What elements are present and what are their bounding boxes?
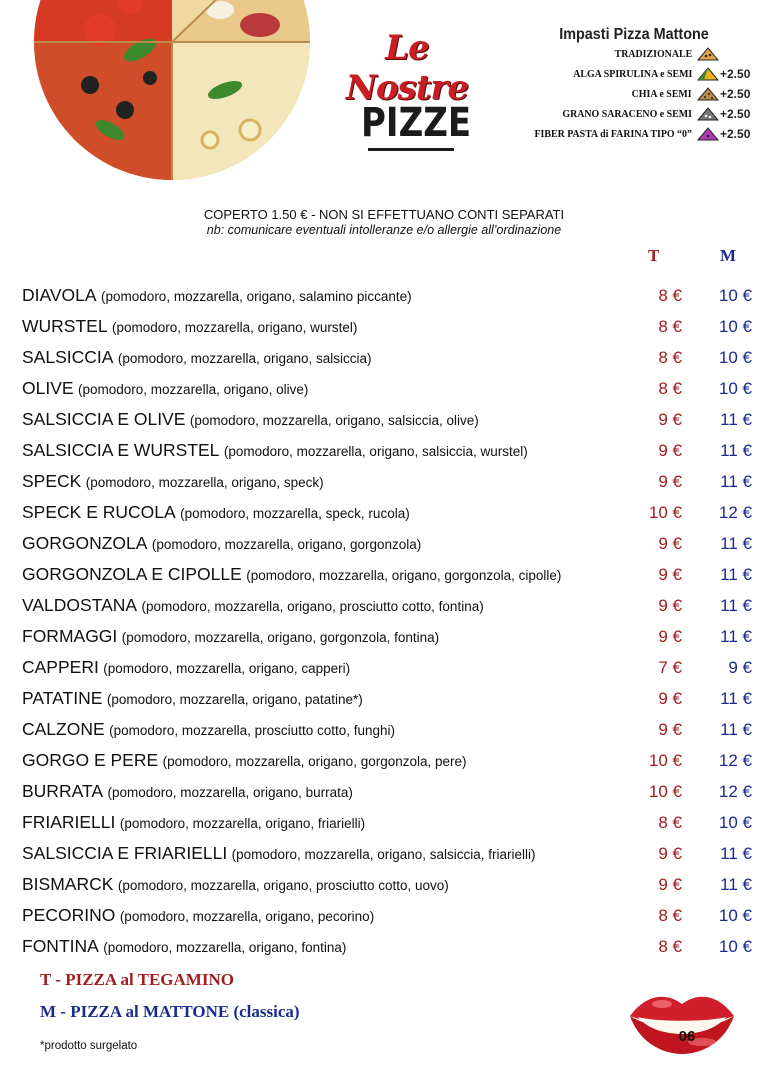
price-mattone: 11 € bbox=[720, 626, 752, 646]
price-tegamino: 10 € bbox=[648, 502, 682, 522]
menu-row bbox=[22, 590, 752, 621]
pizza-name: CAPPERI bbox=[22, 657, 99, 677]
pizza-slice-green-icon bbox=[696, 67, 720, 81]
price-tegamino: 8 € bbox=[658, 936, 682, 956]
pizza-slice-purple-icon bbox=[696, 127, 720, 141]
pizza-ingredients: (pomodoro, mozzarella, origano, salsiccia, friarielli) bbox=[231, 847, 536, 862]
pizza-name: VALDOSTANA bbox=[22, 595, 138, 615]
price-mattone: 11 € bbox=[720, 409, 752, 429]
price-tegamino: 10 € bbox=[648, 750, 682, 770]
price-mattone: 12 € bbox=[718, 750, 752, 770]
price-mattone: 9 € bbox=[728, 657, 752, 677]
impasto-row bbox=[484, 84, 754, 104]
pizza-ingredients: (pomodoro, mozzarella, origano, prosciutto cotto, fontina) bbox=[141, 599, 484, 614]
menu-row bbox=[22, 621, 752, 652]
pizza-slice-seeds-icon bbox=[696, 87, 720, 101]
price-tegamino: 7 € bbox=[658, 657, 682, 677]
impasto-name: ALGA SPIRULINA e SEMI bbox=[572, 68, 692, 80]
impasto-row bbox=[484, 44, 754, 64]
pizza-slice-plain-icon bbox=[696, 47, 720, 61]
impasto-name: TRADIZIONALE bbox=[614, 48, 692, 60]
pizza-name: FORMAGGI bbox=[22, 626, 118, 646]
price-mattone: 10 € bbox=[718, 905, 752, 925]
menu-row bbox=[22, 776, 752, 807]
price-tegamino: 8 € bbox=[658, 812, 682, 832]
price-mattone: 10 € bbox=[718, 378, 752, 398]
pizza-ingredients: (pomodoro, mozzarella, origano, prosciutto cotto, uovo) bbox=[117, 878, 449, 893]
pizza-ingredients: (pomodoro, mozzarella, origano, salsiccia, olive) bbox=[189, 413, 479, 428]
legend-mattone: M - PIZZA al MATTONE (classica) bbox=[40, 1002, 300, 1021]
pizza-name: FRIARIELLI bbox=[22, 812, 116, 832]
menu-row bbox=[22, 931, 752, 962]
footnote: *prodotto surgelato bbox=[40, 1040, 138, 1052]
impasto-name: GRANO SARACENO e SEMI bbox=[562, 108, 692, 120]
pizza-name: DIAVOLA bbox=[22, 285, 97, 305]
price-mattone: 10 € bbox=[718, 812, 752, 832]
price-tegamino: 9 € bbox=[658, 440, 682, 460]
column-header-t: T bbox=[648, 246, 660, 265]
pizza-ingredients: (pomodoro, mozzarella, origano, salsiccia) bbox=[117, 351, 372, 366]
price-tegamino: 9 € bbox=[658, 843, 682, 863]
pizza-ingredients: (pomodoro, mozzarella, origano, pecorino) bbox=[119, 909, 375, 924]
price-tegamino: 10 € bbox=[648, 781, 682, 801]
coperto-text: COPERTO 1.50 € - NON SI EFFETTUANO CONTI SEPARATI bbox=[203, 207, 565, 222]
price-tegamino: 9 € bbox=[658, 874, 682, 894]
pizza-ingredients: (pomodoro, mozzarella, origano, capperi) bbox=[103, 661, 351, 676]
price-tegamino: 9 € bbox=[658, 564, 682, 584]
price-mattone: 10 € bbox=[718, 347, 752, 367]
menu-row bbox=[22, 900, 752, 931]
pizza-ingredients: (pomodoro, mozzarella, origano, olive) bbox=[78, 382, 309, 397]
pizza-ingredients: (pomodoro, mozzarella, origano, friarielli) bbox=[119, 816, 366, 831]
pizza-name: SALSICCIA E WURSTEL bbox=[22, 440, 220, 460]
menu-row bbox=[22, 528, 752, 559]
info-section bbox=[0, 207, 768, 237]
title-pizze: PIZZE bbox=[361, 100, 472, 146]
pizza-ingredients: (pomodoro, mozzarella, origano, salsiccia, wurstel) bbox=[223, 444, 528, 459]
legend bbox=[40, 970, 300, 1022]
price-mattone: 12 € bbox=[718, 781, 752, 801]
impasto-price: +2.50 bbox=[720, 67, 751, 81]
impasti-title: Impasti Pizza Mattone bbox=[559, 26, 709, 43]
price-tegamino: 9 € bbox=[658, 533, 682, 553]
menu-row bbox=[22, 373, 752, 404]
pizza-ingredients: (pomodoro, mozzarella, origano, gorgonzola, cipolle) bbox=[246, 568, 562, 583]
price-tegamino: 9 € bbox=[658, 595, 682, 615]
pizza-name: SALSICCIA E OLIVE bbox=[22, 409, 186, 429]
column-header-m: M bbox=[720, 246, 737, 265]
price-tegamino: 8 € bbox=[658, 905, 682, 925]
price-tegamino: 9 € bbox=[658, 626, 682, 646]
menu-row bbox=[22, 342, 752, 373]
pizza-ingredients: (pomodoro, mozzarella, origano, patatine*) bbox=[106, 692, 363, 707]
menu-row bbox=[22, 838, 752, 869]
price-tegamino: 9 € bbox=[658, 409, 682, 429]
menu-row bbox=[22, 435, 752, 466]
pizza-name: BURRATA bbox=[22, 781, 104, 801]
price-mattone: 11 € bbox=[720, 471, 752, 491]
impasto-name: FIBER PASTA di FARINA TIPO “0” bbox=[534, 128, 692, 140]
impasto-name: CHIA e SEMI bbox=[632, 88, 692, 100]
menu-row bbox=[22, 869, 752, 900]
price-mattone: 11 € bbox=[720, 564, 752, 584]
menu-row bbox=[22, 714, 752, 745]
price-mattone: 11 € bbox=[720, 533, 752, 553]
pizza-ingredients: (pomodoro, mozzarella, origano, salamino piccante) bbox=[101, 289, 412, 304]
allergy-note: nb: comunicare eventuali intolleranze e/o allergie all’ordinazione bbox=[206, 223, 562, 237]
pizza-name: PATATINE bbox=[22, 688, 103, 708]
pizza-ingredients: (pomodoro, mozzarella, prosciutto cotto, funghi) bbox=[109, 723, 395, 738]
pizza-name: GORGONZOLA bbox=[22, 533, 148, 553]
pizza-name: SALSICCIA bbox=[22, 347, 114, 367]
menu-row bbox=[22, 311, 752, 342]
title-underline bbox=[368, 148, 454, 151]
pizza-name: BISMARCK bbox=[22, 874, 114, 894]
price-mattone: 10 € bbox=[718, 285, 752, 305]
pizza-name: FONTINA bbox=[22, 936, 99, 956]
pizza-ingredients: (pomodoro, mozzarella, origano, speck) bbox=[85, 475, 324, 490]
menu-row bbox=[22, 559, 752, 590]
pizza-name: GORGONZOLA E CIPOLLE bbox=[22, 564, 242, 584]
menu-row bbox=[22, 652, 752, 683]
page-number: 06 bbox=[678, 1028, 696, 1045]
price-mattone: 10 € bbox=[718, 936, 752, 956]
legend-tegamino: T - PIZZA al TEGAMINO bbox=[40, 970, 234, 989]
pizza-name: CALZONE bbox=[22, 719, 105, 739]
impasto-price: +2.50 bbox=[720, 107, 751, 121]
menu-row bbox=[22, 683, 752, 714]
price-mattone: 10 € bbox=[718, 316, 752, 336]
pizza-name: SPECK E RUCOLA bbox=[22, 502, 176, 522]
pizza-ingredients: (pomodoro, mozzarella, origano, wurstel) bbox=[112, 320, 358, 335]
pizza-ingredients: (pomodoro, mozzarella, origano, gorgonzola, pere) bbox=[162, 754, 467, 769]
title-le-nostre: Le Nostre bbox=[345, 28, 469, 108]
menu-row bbox=[22, 466, 752, 497]
impasti-section bbox=[484, 26, 754, 144]
price-tegamino: 8 € bbox=[658, 378, 682, 398]
pizza-name: PECORINO bbox=[22, 905, 116, 925]
price-tegamino: 8 € bbox=[658, 285, 682, 305]
price-mattone: 11 € bbox=[720, 688, 752, 708]
pizza-ingredients: (pomodoro, mozzarella, speck, rucola) bbox=[180, 506, 410, 521]
price-mattone: 11 € bbox=[720, 595, 752, 615]
price-mattone: 11 € bbox=[720, 874, 752, 894]
price-mattone: 12 € bbox=[718, 502, 752, 522]
price-mattone: 11 € bbox=[720, 719, 752, 739]
price-tegamino: 9 € bbox=[658, 471, 682, 491]
menu-row bbox=[22, 745, 752, 776]
price-tegamino: 8 € bbox=[658, 316, 682, 336]
pizza-name: WURSTEL bbox=[22, 316, 108, 336]
impasto-row bbox=[484, 104, 754, 124]
impasto-row bbox=[484, 64, 754, 84]
impasto-row bbox=[484, 124, 754, 144]
price-mattone: 11 € bbox=[720, 440, 752, 460]
price-mattone: 11 € bbox=[720, 843, 752, 863]
lips-icon bbox=[626, 986, 738, 1056]
pizza-name: OLIVE bbox=[22, 378, 74, 398]
pizza-menu-list bbox=[22, 280, 752, 962]
impasto-price: +2.50 bbox=[720, 87, 751, 101]
price-tegamino: 9 € bbox=[658, 688, 682, 708]
pizza-ingredients: (pomodoro, mozzarella, origano, fontina) bbox=[103, 940, 347, 955]
pizza-ingredients: (pomodoro, mozzarella, origano, burrata) bbox=[107, 785, 353, 800]
pizza-ingredients: (pomodoro, mozzarella, origano, gorgonzola) bbox=[151, 537, 422, 552]
pizza-slice-dark-icon bbox=[696, 107, 720, 121]
pizza-name: SPECK bbox=[22, 471, 82, 491]
menu-row bbox=[22, 497, 752, 528]
pizza-name: SALSICCIA E FRIARIELLI bbox=[22, 843, 228, 863]
price-tegamino: 8 € bbox=[658, 347, 682, 367]
pizza-illustration bbox=[30, 0, 315, 190]
menu-row bbox=[22, 280, 752, 311]
impasto-price: +2.50 bbox=[720, 127, 751, 141]
pizza-name: GORGO E PERE bbox=[22, 750, 159, 770]
price-tegamino: 9 € bbox=[658, 719, 682, 739]
menu-row bbox=[22, 807, 752, 838]
menu-row bbox=[22, 404, 752, 435]
pizza-ingredients: (pomodoro, mozzarella, origano, gorgonzola, fontina) bbox=[121, 630, 440, 645]
